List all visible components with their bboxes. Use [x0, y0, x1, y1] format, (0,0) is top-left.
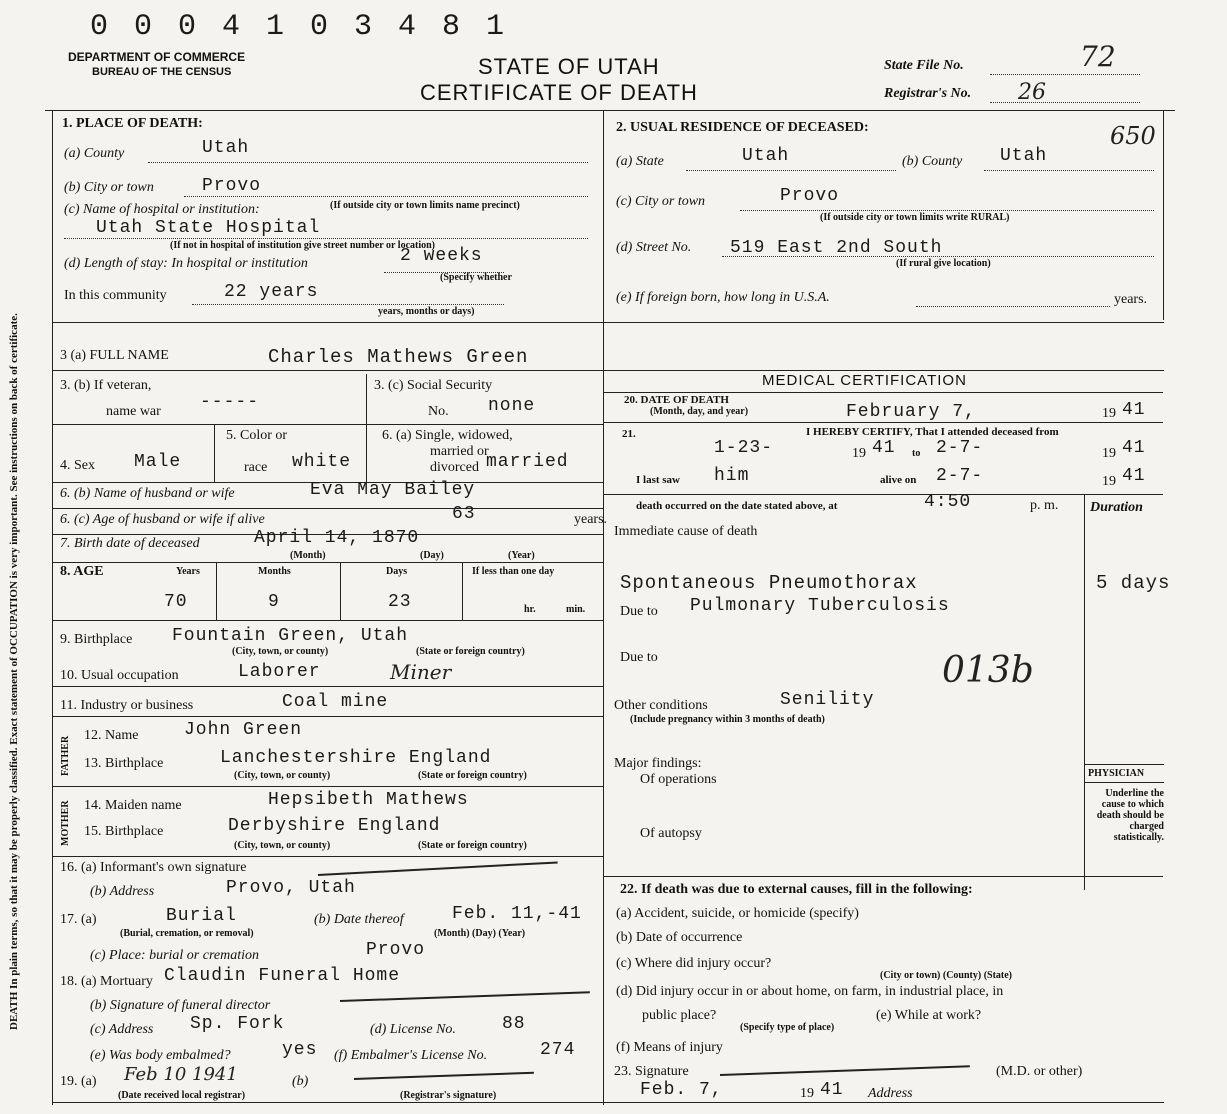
spouse-label: 6. (b) Name of husband or wife — [60, 486, 235, 501]
dept-line2: BUREAU OF THE CENSUS — [92, 66, 232, 78]
spouse-value: Eva May Bailey — [310, 480, 476, 500]
sig-address-label: Address — [868, 1086, 913, 1101]
burial-method-note: (Burial, cremation, or removal) — [120, 928, 254, 939]
county-value: Utah — [202, 138, 250, 158]
res-state-label: (a) State — [616, 154, 664, 169]
age-label: 8. AGE — [60, 564, 104, 579]
burial-label: 17. (a) — [60, 912, 97, 927]
margin-instructions: DEATH In plain terms, so that it may be properly classified. Exact statement of OCCUPATION is very important. See instructions on back of certificate. — [8, 313, 20, 1030]
sig-year-prefix: 19 — [800, 1086, 814, 1101]
burial-date-note: (Month) (Day) (Year) — [434, 928, 526, 939]
age-years: 70 — [164, 592, 188, 612]
birth-value: April 14, 1870 — [254, 528, 420, 548]
hospital-value: Utah State Hospital — [96, 218, 321, 238]
foreign-label: (e) If foreign born, how long in U.S.A. — [616, 290, 830, 305]
mother-name-label: 14. Maiden name — [84, 798, 182, 813]
row-rule — [52, 424, 603, 425]
row-rule — [52, 716, 603, 717]
sex-label: 4. Sex — [60, 458, 95, 473]
certify-text: I HEREBY CERTIFY, That I attended deceased from — [806, 426, 1059, 438]
father-name-label: 12. Name — [84, 728, 139, 743]
occupation-label: 10. Usual occupation — [60, 668, 179, 683]
full-name: Charles Mathews Green — [268, 346, 529, 368]
place-heading: 1. PLACE OF DEATH: — [62, 116, 203, 131]
birthplace-note1: (City, town, or county) — [232, 646, 329, 657]
father-note2: (State or foreign country) — [418, 770, 527, 781]
ext-f-label: (f) Means of injury — [616, 1040, 723, 1055]
corner-mark: 650 — [1110, 122, 1156, 150]
ext-d-label: (d) Did injury occur in or about home, on farm, in industrial place, in — [616, 984, 1004, 999]
informant-sig-label: 16. (a) Informant's own signature — [60, 860, 247, 875]
state-file-label: State File No. — [884, 58, 964, 73]
mother-note1: (City, town, or county) — [234, 840, 331, 851]
director-label: (b) Signature of funeral director — [90, 998, 271, 1013]
mother-note2: (State or foreign country) — [418, 840, 527, 851]
years-label: Years — [176, 566, 200, 577]
county-line — [148, 162, 588, 163]
ext-d-label2: public place? — [642, 1008, 717, 1023]
med-rule — [603, 392, 1163, 393]
state-title: STATE OF UTAH — [478, 54, 660, 79]
sig-date: Feb. 7, — [640, 1080, 723, 1100]
city-value: Provo — [202, 176, 262, 196]
to-year-prefix: 19 — [1102, 446, 1116, 461]
physician-label: PHYSICIAN — [1088, 768, 1145, 779]
father-name: John Green — [184, 720, 303, 740]
emb-license-value: 274 — [540, 1040, 576, 1060]
ext-b-label: (b) Date of occurrence — [616, 930, 743, 945]
reg-b: (b) — [292, 1074, 309, 1089]
row-rule — [52, 786, 603, 787]
cause-label: Immediate cause of death — [614, 524, 758, 539]
sig-label: 23. Signature — [614, 1064, 689, 1079]
res-city-value: Provo — [780, 186, 840, 206]
mortuary-label: 18. (a) Mortuary — [60, 974, 153, 989]
registrar-signature — [354, 1072, 534, 1080]
months-label: Months — [258, 566, 291, 577]
reg-date-note: (Date received local registrar) — [118, 1090, 246, 1101]
cause-value: Spontaneous Pneumothorax — [620, 572, 918, 594]
underline-note: Underline the cause to which death should be charged statistically. — [1096, 788, 1164, 843]
hr-label: hr. — [524, 604, 536, 615]
war-label: name war — [106, 404, 161, 419]
spouse-age-value: 63 — [452, 504, 476, 524]
hospital-note2: (If not in hospital of institution give street number or location) — [170, 240, 436, 251]
days-label: Days — [386, 566, 408, 577]
ext-c-note: (City or town) (County) (State) — [880, 970, 1013, 981]
emb-license-label: (f) Embalmer's License No. — [334, 1048, 488, 1063]
row-rule — [52, 1102, 1164, 1103]
birth-label: 7. Birth date of deceased — [60, 536, 200, 551]
right-rule — [1163, 110, 1164, 320]
city-line — [184, 196, 588, 197]
specify-note: (Specify whether — [440, 272, 512, 283]
death-year-prefix: 19 — [1102, 406, 1116, 421]
stay-value: 2 weeks — [400, 246, 483, 266]
alive-year: 41 — [1122, 466, 1146, 486]
res-state-value: Utah — [742, 146, 790, 166]
res-city-note: (If outside city or town limits write RURAL) — [820, 212, 1010, 223]
mother-birth: Derbyshire England — [228, 816, 441, 836]
from-date: 1-23- — [714, 438, 774, 458]
last-saw-label: I last saw — [636, 474, 681, 486]
reg-label: 19. (a) — [60, 1074, 97, 1089]
spouse-age-label: 6. (c) Age of husband or wife if alive — [60, 512, 265, 527]
color-label: 5. Color or — [226, 428, 288, 443]
ext-e-label: (e) While at work? — [876, 1008, 982, 1023]
death-date-label: 20. DATE OF DEATH — [624, 394, 729, 406]
birth-day: (Day) — [420, 550, 444, 561]
birthplace-note2: (State or foreign country) — [416, 646, 525, 657]
occupation-value: Laborer — [238, 662, 321, 682]
row-rule — [52, 562, 603, 563]
father-birth-label: 13. Birthplace — [84, 756, 164, 771]
age-months: 9 — [268, 592, 280, 612]
informant-addr-label: (b) Address — [90, 884, 155, 899]
burial-date: Feb. 11,-41 — [452, 904, 582, 924]
birth-month: (Month) — [290, 550, 326, 561]
to-date: 2-7- — [936, 438, 984, 458]
physician-rule — [1084, 764, 1164, 765]
state-file-line — [990, 74, 1140, 75]
state-file-value: 72 — [1080, 40, 1116, 73]
registrar-line — [990, 102, 1140, 103]
from-year-prefix: 19 — [852, 446, 866, 461]
foreign-line — [916, 306, 1110, 307]
operations-label: Of operations — [640, 772, 717, 787]
res-city-line — [740, 210, 1154, 211]
ext-d-note: (Specify type of place) — [740, 1022, 835, 1033]
ss-no-label: No. — [428, 404, 449, 419]
sig-suffix: (M.D. or other) — [996, 1064, 1083, 1079]
row-rule — [52, 620, 603, 621]
informant-addr: Provo, Utah — [226, 878, 356, 898]
address-label: (c) Address — [90, 1022, 154, 1037]
sig-year: 41 — [820, 1080, 844, 1100]
reg-sig-note: (Registrar's signature) — [400, 1090, 497, 1101]
dept-line1: DEPARTMENT OF COMMERCE — [68, 50, 246, 64]
center-rule — [603, 110, 604, 1105]
stay-label: (d) Length of stay: In hospital or institution — [64, 256, 308, 271]
community-label: In this community — [64, 288, 167, 303]
community-line — [192, 304, 504, 305]
director-signature — [340, 991, 590, 1002]
top-rule — [45, 110, 1175, 111]
findings-label: Major findings: — [614, 756, 702, 771]
other-note: (Include pregnancy within 3 months of death) — [630, 714, 825, 725]
father-birth: Lanchestershire England — [220, 748, 492, 768]
physician-rule — [1084, 782, 1164, 783]
from-year: 41 — [872, 438, 896, 458]
other-value: Senility — [780, 690, 875, 710]
row-rule — [52, 686, 603, 687]
burial-method: Burial — [166, 906, 237, 926]
alive-year-prefix: 19 — [1102, 474, 1116, 489]
autopsy-label: Of autopsy — [640, 826, 702, 841]
veteran-label: 3. (b) If veteran, — [60, 378, 152, 393]
mortuary-value: Claudin Funeral Home — [164, 966, 401, 986]
community-note: years, months or days) — [378, 306, 475, 317]
reg-date: Feb 10 1941 — [124, 1064, 238, 1085]
ext-a-label: (a) Accident, suicide, or homicide (specify) — [616, 906, 859, 921]
county-label: (a) County — [64, 146, 125, 161]
father-note1: (City, town, or county) — [234, 770, 331, 781]
street-note: (If rural give location) — [896, 258, 991, 269]
to-label: to — [912, 448, 921, 459]
father-tag: FATHER — [60, 735, 71, 776]
row-rule — [52, 508, 603, 509]
informant-signature — [318, 861, 558, 876]
external-heading: 22. If death was due to external causes, fill in the following: — [620, 882, 973, 897]
death-date-note: (Month, day, and year) — [650, 406, 749, 417]
embalmed-label: (e) Was body embalmed? — [90, 1048, 231, 1063]
med-rule — [603, 494, 1163, 495]
certify-no: 21. — [622, 428, 636, 440]
residence-heading: 2. USUAL RESIDENCE OF DECEASED: — [616, 120, 869, 135]
med-rule — [603, 422, 1163, 423]
col-rule — [216, 562, 217, 620]
col-rule — [340, 562, 341, 620]
war-value: ----- — [200, 392, 260, 412]
alive-date: 2-7- — [936, 466, 984, 486]
registrar-label: Registrar's No. — [884, 86, 972, 101]
race-label: race — [244, 460, 268, 475]
duration-rule — [1084, 494, 1085, 890]
burial-place: Provo — [366, 940, 426, 960]
row-rule — [52, 322, 1164, 323]
ss-value: none — [488, 396, 536, 416]
license-value: 88 — [502, 1014, 526, 1034]
medical-heading: MEDICAL CERTIFICATION — [762, 372, 967, 389]
to-year: 41 — [1122, 438, 1146, 458]
physician-signature — [720, 1065, 970, 1076]
embalmed-value: yes — [282, 1040, 318, 1060]
alive-on-label: alive on — [880, 474, 917, 486]
birth-year: (Year) — [508, 550, 535, 561]
race-value: white — [292, 452, 352, 472]
min-label: min. — [566, 604, 586, 615]
burial-date-label: (b) Date thereof — [314, 912, 404, 927]
mother-tag: MOTHER — [60, 800, 71, 846]
res-state-line — [686, 170, 896, 171]
res-county-value: Utah — [1000, 146, 1048, 166]
city-label: (b) City or town — [64, 180, 154, 195]
foreign-unit: years. — [1114, 292, 1148, 307]
birthplace-value: Fountain Green, Utah — [172, 626, 409, 646]
duration-label: Duration — [1090, 500, 1143, 515]
hospital-line — [64, 238, 588, 239]
hospital-note: (If outside city or town limits name precinct) — [330, 200, 520, 211]
serial-number: 0 0 0 4 1 0 3 4 8 1 — [90, 10, 509, 44]
birthplace-label: 9. Birthplace — [60, 632, 133, 647]
community-value: 22 years — [224, 282, 319, 302]
burial-place-label: (c) Place: burial or cremation — [90, 948, 259, 963]
col-rule — [214, 424, 215, 482]
due-to2-label: Due to — [620, 650, 658, 665]
death-date: February 7, — [846, 402, 976, 422]
due-to-label: Due to — [620, 604, 658, 619]
marital-value: married — [486, 452, 569, 472]
occupation-hand: Miner — [390, 660, 452, 684]
lessday-label: If less than one day — [472, 566, 555, 577]
left-rule — [52, 110, 53, 1105]
spouse-age-unit: years. — [574, 512, 608, 527]
name-label: 3 (a) FULL NAME — [60, 348, 169, 363]
marital-label2: married or — [430, 444, 489, 459]
industry-value: Coal mine — [282, 692, 389, 712]
license-label: (d) License No. — [370, 1022, 456, 1037]
industry-label: 11. Industry or business — [60, 698, 194, 713]
row-rule — [52, 856, 603, 857]
death-year: 41 — [1122, 400, 1146, 420]
age-days: 23 — [388, 592, 412, 612]
res-city-label: (c) City or town — [616, 194, 706, 209]
due-to-value: Pulmonary Tuberculosis — [690, 596, 950, 616]
mother-name: Hepsibeth Mathews — [268, 790, 469, 810]
code-value: 013b — [942, 650, 1034, 691]
street-label: (d) Street No. — [616, 240, 692, 255]
mother-birth-label: 15. Birthplace — [84, 824, 164, 839]
last-saw-value: him — [714, 466, 750, 486]
col-rule — [462, 562, 463, 620]
other-label: Other conditions — [614, 698, 708, 713]
marital-label3: divorced — [430, 460, 479, 475]
res-county-line — [984, 170, 1154, 171]
address-value: Sp. Fork — [190, 1014, 285, 1034]
row-rule — [52, 370, 1164, 371]
med-rule — [603, 876, 1163, 877]
cause-duration: 5 days — [1096, 572, 1171, 594]
ss-label: 3. (c) Social Security — [374, 378, 493, 393]
death-ampm: p. m. — [1030, 498, 1059, 513]
occurred-label: death occurred on the date stated above, at — [636, 500, 838, 512]
col-rule — [366, 374, 367, 424]
hospital-label: (c) Name of hospital or institution: — [64, 202, 260, 217]
res-county-label: (b) County — [902, 154, 963, 169]
street-value: 519 East 2nd South — [730, 238, 943, 258]
ext-c-label: (c) Where did injury occur? — [616, 956, 772, 971]
sex-value: Male — [134, 452, 182, 472]
certificate-title: CERTIFICATE OF DEATH — [420, 80, 698, 105]
col-rule — [366, 424, 367, 482]
death-time: 4:50 — [924, 492, 972, 512]
registrar-value: 26 — [1018, 80, 1046, 105]
marital-label1: 6. (a) Single, widowed, — [382, 428, 513, 443]
